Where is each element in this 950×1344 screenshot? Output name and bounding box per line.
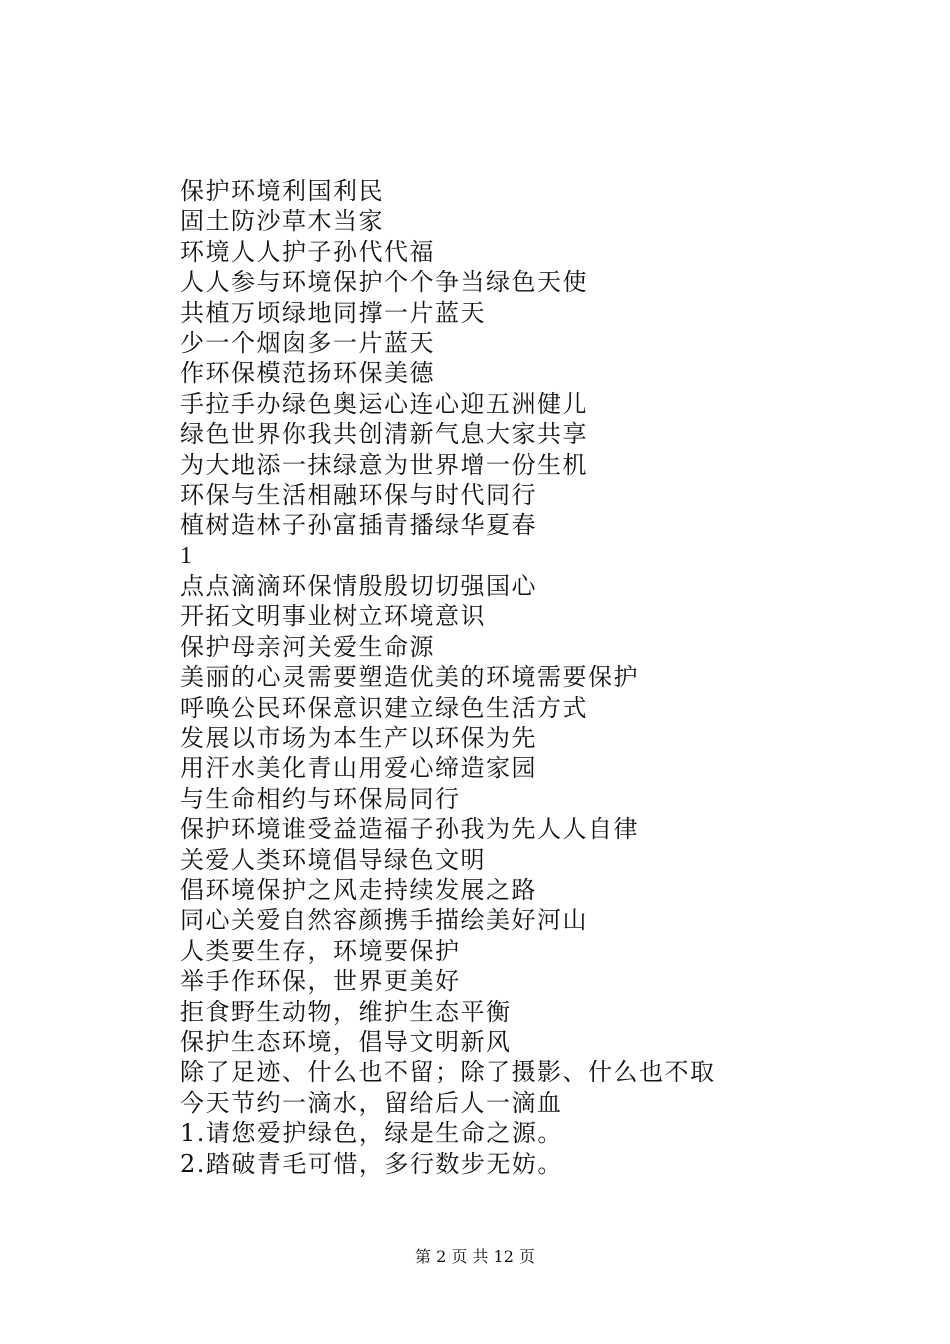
- slogan-line: 与生命相约与环保局同行: [180, 784, 461, 813]
- slogan-line: 环保与生活相融环保与时代同行: [180, 480, 537, 509]
- slogan-line: 保护生态环境，倡导文明新风: [180, 1027, 512, 1056]
- slogan-line: 呼唤公民环保意识建立绿色生活方式: [180, 693, 588, 722]
- slogan-line: 绿色世界你我共创清新气息大家共享: [180, 420, 588, 449]
- slogan-line: 同心关爱自然容颜携手描绘美好河山: [180, 906, 588, 935]
- slogan-line: 保护环境谁受益造福子孙我为先人人自律: [180, 815, 639, 844]
- section-number: 1: [180, 542, 192, 569]
- slogan-line: 保护母亲河关爱生命源: [180, 632, 435, 661]
- slogan-line: 环境人人护子孙代代福: [180, 237, 435, 266]
- slogan-line: 共植万顷绿地同撑一片蓝天: [180, 298, 486, 327]
- slogan-line: 1.请您爱护绿色，绿是生命之源。: [180, 1119, 563, 1148]
- slogan-line: 固土防沙草木当家: [180, 207, 384, 236]
- slogan-line: 拒食野生动物，维护生态平衡: [180, 997, 512, 1026]
- slogan-line: 除了足迹、什么也不留；除了摄影、什么也不取: [180, 1058, 716, 1087]
- slogan-line: 作环保模范扬环保美德: [180, 359, 435, 388]
- slogan-line: 人人参与环境保护个个争当绿色天使: [180, 268, 588, 297]
- slogan-line: 2.踏破青毛可惜，多行数步无妨。: [180, 1149, 563, 1178]
- slogan-line: 美丽的心灵需要塑造优美的环境需要保护: [180, 663, 639, 692]
- slogan-list: [180, 176, 880, 1179]
- slogan-line: 点点滴滴环保情殷殷切切强国心: [180, 572, 537, 601]
- slogan-line: 发展以市场为本生产以环保为先: [180, 724, 537, 753]
- slogan-line: 倡环境保护之风走持续发展之路: [180, 875, 537, 904]
- slogan-line: 今天节约一滴水，留给后人一滴血: [180, 1088, 563, 1117]
- slogan-line: 植树造林子孙富插青播绿华夏春: [180, 511, 537, 540]
- slogan-line: 保护环境利国利民: [180, 177, 384, 205]
- slogan-line: 用汗水美化青山用爱心缔造家园: [180, 754, 537, 783]
- slogan-line: 开拓文明事业树立环境意识: [180, 602, 486, 631]
- slogan-line: 关爱人类环境倡导绿色文明: [180, 845, 486, 874]
- slogan-line: 人类要生存，环境要保护: [180, 936, 461, 965]
- slogan-line: 举手作环保，世界更美好: [180, 967, 461, 996]
- slogan-line: 少一个烟囱多一片蓝天: [180, 328, 435, 357]
- slogan-line: 手拉手办绿色奥运心连心迎五洲健儿: [180, 389, 588, 418]
- page-footer: 第 2 页 共 12 页: [415, 1247, 535, 1266]
- slogan-line: 为大地添一抹绿意为世界增一份生机: [180, 450, 588, 479]
